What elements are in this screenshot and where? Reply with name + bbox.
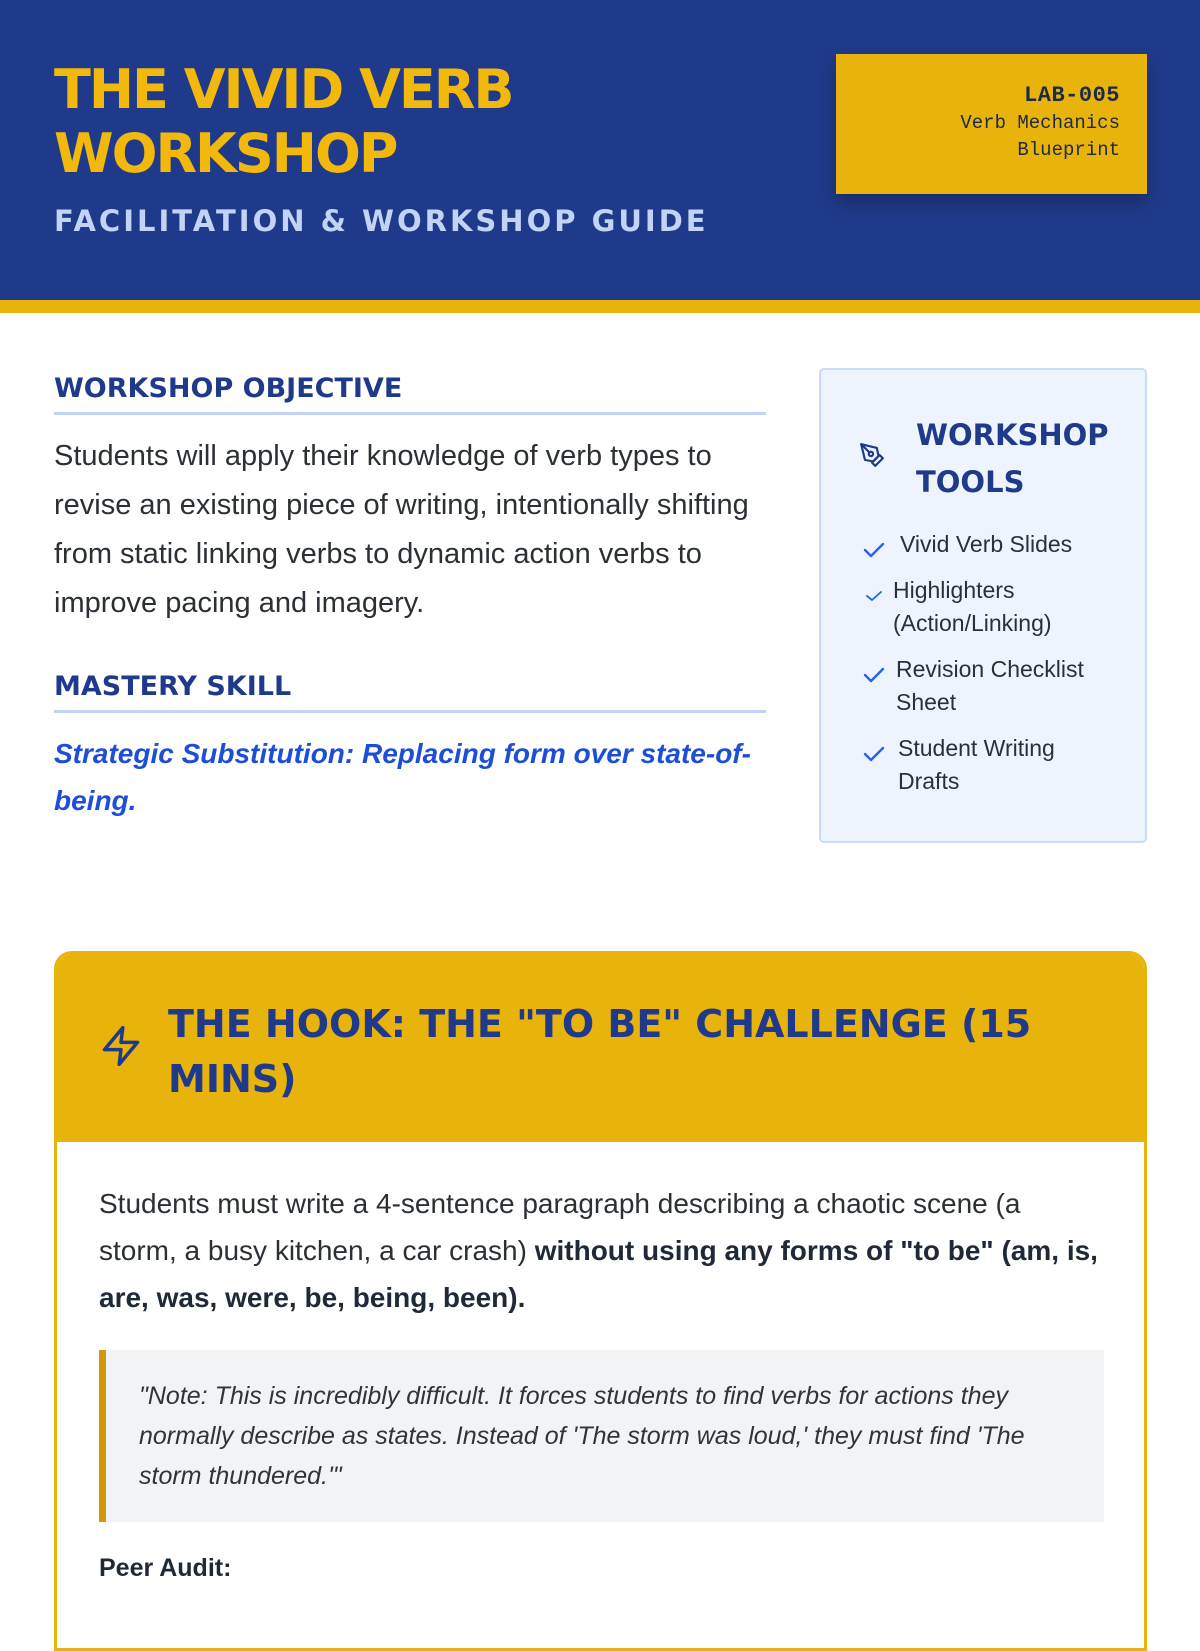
objective-heading: WORKSHOP OBJECTIVE bbox=[54, 373, 766, 415]
lab-code: LAB-005 bbox=[1024, 83, 1120, 108]
hook-header bbox=[57, 954, 1147, 1142]
tools-heading: WORKSHOP TOOLS bbox=[916, 418, 1109, 499]
objective-text: Students will apply their knowledge of verb types to revise an existing piece of writing, intentionally shifting from static linking verbs to dynamic action verbs to improve pacing and imagery. bbox=[54, 440, 749, 619]
lightning-icon bbox=[99, 1021, 143, 1071]
lab-badge bbox=[836, 54, 1147, 194]
check-icon bbox=[863, 738, 885, 754]
hook-instructions-emphasis: without using any forms of "to be" (am, is, are, was, were, be, being, been). bbox=[99, 1235, 1098, 1313]
lab-name-line2: Blueprint bbox=[1017, 139, 1120, 161]
hook-instructions-text: Students must write a 4-sentence paragraph describing a chaotic scene (a storm, a busy kitchen, a car crash) bbox=[99, 1188, 1021, 1266]
tool-label: Revision Checklist Sheet bbox=[896, 656, 1084, 715]
workshop-tools-card bbox=[819, 368, 1147, 843]
page-title: THE VIVID VERB WORKSHOP bbox=[54, 58, 513, 185]
tool-label: Highlighters (Action/Linking) bbox=[893, 577, 1052, 636]
hook-instructions bbox=[99, 1180, 1099, 1321]
page-subtitle: FACILITATION & WORKSHOP GUIDE bbox=[54, 204, 709, 238]
header-divider bbox=[0, 300, 1200, 313]
lab-name-line1: Verb Mechanics bbox=[960, 112, 1120, 134]
pen-nib-icon bbox=[859, 442, 885, 468]
mastery-heading: MASTERY SKILL bbox=[54, 671, 766, 713]
hook-title: THE HOOK: THE "TO BE" CHALLENGE (15 MINS) bbox=[168, 1002, 1032, 1101]
tool-label: Vivid Verb Slides bbox=[900, 531, 1073, 557]
peer-audit-label: Peer Audit: bbox=[99, 1554, 232, 1582]
facilitator-note: "Note: This is incredibly difficult. It forces students to find verbs for actions they normally describe as states. Instead of 'The storm was loud,' they must find 'The storm thundered.'" bbox=[99, 1350, 1104, 1522]
check-icon bbox=[863, 659, 885, 675]
page-header bbox=[0, 0, 1200, 300]
check-icon bbox=[863, 534, 885, 550]
check-icon bbox=[863, 580, 885, 596]
tool-label: Student Writing Drafts bbox=[898, 735, 1055, 794]
mastery-text: Strategic Substitution: Replacing form over state-of-being. bbox=[54, 738, 751, 816]
hook-card bbox=[54, 951, 1147, 1651]
